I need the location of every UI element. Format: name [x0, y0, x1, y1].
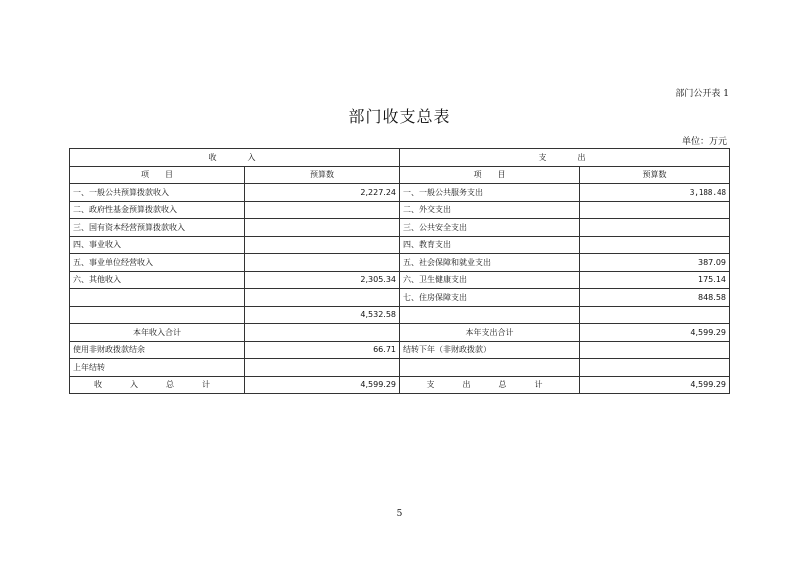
expense-amount: [580, 306, 730, 324]
table-row: [70, 289, 730, 307]
budget-summary-table: [69, 148, 730, 394]
income-amount: [245, 236, 400, 254]
nonfiscal-balance-label: 使用非财政拨款结余: [70, 341, 245, 359]
expense-budget-header: 预算数: [580, 166, 730, 184]
expense-subtotal-value: 4,599.29: [580, 324, 730, 342]
expense-item: 二、外交支出: [400, 201, 580, 219]
unit-label: 单位：万元: [681, 137, 727, 147]
income-item: 六、其他收入: [70, 271, 245, 289]
income-amount: [245, 289, 400, 307]
expense-item: 五、社会保障和就业支出: [400, 254, 580, 272]
table-number: 部门公开表 1: [675, 89, 729, 99]
income-item: 五、事业单位经营收入: [70, 254, 245, 272]
expense-total-label: 支 出 总 计: [400, 376, 580, 394]
income-amount: 2,227.24: [245, 184, 400, 202]
income-amount: [245, 219, 400, 237]
income-subtotal-value: [245, 324, 400, 342]
expense-item: 六、卫生健康支出: [400, 271, 580, 289]
income-subtotal-label: 本年收入合计: [70, 324, 245, 342]
column-header-row: [70, 166, 730, 184]
expense-header: 支 出: [400, 149, 730, 167]
empty-cell: [580, 359, 730, 377]
expense-item: 一、一般公共服务支出: [400, 184, 580, 202]
table-row: [70, 254, 730, 272]
income-header: 收 入: [70, 149, 400, 167]
table-row: [70, 184, 730, 202]
page-title: 部门收支总表: [348, 107, 451, 126]
income-item: 一、一般公共预算拨款收入: [70, 184, 245, 202]
empty-cell: [400, 359, 580, 377]
prior-year-value: [245, 359, 400, 377]
expense-item: 四、教育支出: [400, 236, 580, 254]
section-header-row: [70, 149, 730, 167]
expense-item: 七、住房保障支出: [400, 289, 580, 307]
table-row: [70, 271, 730, 289]
expense-amount: [580, 201, 730, 219]
expense-amount: 848.58: [580, 289, 730, 307]
income-amount: [245, 254, 400, 272]
income-item-header: 项 目: [70, 166, 245, 184]
table-row: [70, 201, 730, 219]
subtotal-row: [70, 324, 730, 342]
balance-row: [70, 341, 730, 359]
nonfiscal-balance-value: 66.71: [245, 341, 400, 359]
expense-item: 三、公共安全支出: [400, 219, 580, 237]
expense-total-value: 4,599.29: [580, 376, 730, 394]
income-amount: 2,305.34: [245, 271, 400, 289]
carry-forward-label: 结转下年（非财政拨款）: [400, 341, 580, 359]
table-row: [70, 219, 730, 237]
income-item: 三、国有资本经营预算拨款收入: [70, 219, 245, 237]
prior-year-label: 上年结转: [70, 359, 245, 377]
expense-item: [400, 306, 580, 324]
income-item: [70, 289, 245, 307]
expense-subtotal-label: 本年支出合计: [400, 324, 580, 342]
income-amount: 4,532.58: [245, 306, 400, 324]
income-budget-header: 预算数: [245, 166, 400, 184]
income-total-label: 收 入 总 计: [70, 376, 245, 394]
table-row: [70, 236, 730, 254]
income-item: [70, 306, 245, 324]
expense-amount: 175.14: [580, 271, 730, 289]
carry-forward-value: [580, 341, 730, 359]
expense-amount: [580, 236, 730, 254]
income-item: 四、事业收入: [70, 236, 245, 254]
total-row: [70, 376, 730, 394]
table-row: [70, 306, 730, 324]
expense-item-header: 项 目: [400, 166, 580, 184]
expense-amount: [580, 219, 730, 237]
expense-amount: 3,188.48: [580, 184, 730, 202]
page-number: 5: [396, 509, 403, 519]
expense-amount: 387.09: [580, 254, 730, 272]
income-item: 二、政府性基金预算拨款收入: [70, 201, 245, 219]
income-total-value: 4,599.29: [245, 376, 400, 394]
income-amount: [245, 201, 400, 219]
prior-year-row: [70, 359, 730, 377]
